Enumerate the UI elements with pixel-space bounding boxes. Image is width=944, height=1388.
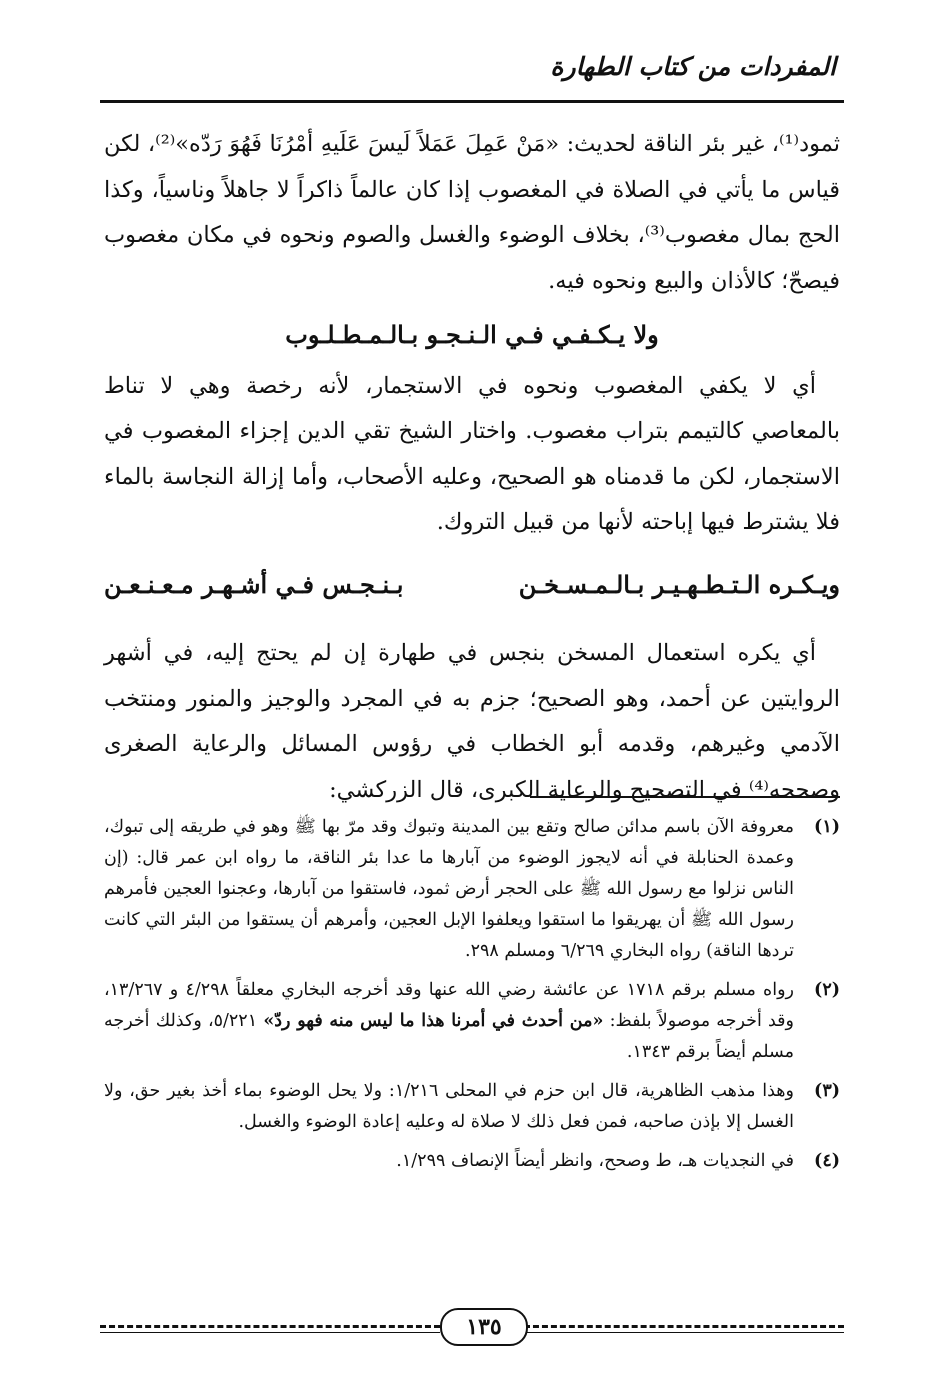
footnote-text: وهذا مذهب الظاهرية، قال ابن حزم في المحلى ١/٢١٦: ولا يحل الوضوء بماء أخذ بغير حق، ولا الغسل إلا بإذن صاحبه، فمن فعل ذلك لا صلاة له وعليه إعادة الوضوء والغسل. — [104, 1081, 794, 1132]
paragraph-2: أي لا يكفي المغصوب ونحوه في الاستجمار، لأنه رخصة وهي لا تناط بالمعاصي كالتيمم بتراب مغصوب. واختار الشيخ تقي الدين إجزاء المغصوب في الاستجمار، لكن ما قدمناه هو الصحيح، وعليه الأصحاب، وأما إزالة النجاسة بالماء فلا يشترط فيها إباحته لأنها من قبيل التروك. — [104, 372, 840, 535]
footnote-number: (٢) — [814, 980, 840, 1000]
footer-ornament-left — [100, 1325, 440, 1328]
footnote-1 — [104, 812, 840, 967]
footnote-text: في النجديات هـ، ط وصحح، وانظر أيضاً الإنصاف ١/٢٩٩. — [396, 1151, 794, 1171]
footnote-text-part-b: ٥/٢٢١، وكذلك أخرجه مسلم أيضاً برقم ١٣٤٣. — [104, 1011, 794, 1062]
paragraph-3: أي يكره استعمال المسخن بنجس في طهارة إن لم يحتج إليه، في أشهر الروايتين عن أحمد، وهو الصحيح؛ جزم به في المجرد والوجيز والمنور ومنتخب الآدمي وغيرهم، وقدمه أبو الخطاب في رؤوس المسائل والرعاية الصغرى وصححه⁽⁴⁾ في التصحيح والرعاية الكبرى، قال الزركشي: — [104, 640, 840, 803]
footer-ornament-right — [524, 1325, 844, 1328]
footnote-text-part-a: رواه مسلم برقم ١٧١٨ عن عائشة رضي الله عنها وقد أخرجه البخاري معلقاً ٤/٢٩٨ و ١٣/٢٦٧، وقد أخرجه موصولاً بلفظ: — [104, 980, 794, 1031]
verse-hemistich-left: بـنـجـس فـي أشـهـر مـعـنـعـن — [104, 569, 404, 599]
verse-hemistich-right: ويـكـره الـتـطـهـيـر بـالـمـسـخـن — [518, 569, 840, 599]
hadith-quote: «من أحدث في أمرنا هذا ما ليس منه فهو ردّ» — [263, 1011, 604, 1031]
main-text — [104, 122, 840, 813]
header-rule — [100, 100, 844, 103]
footnote-separator — [530, 796, 840, 798]
footnote-text — [104, 975, 794, 1068]
page-number: ١٣٥ — [440, 1308, 528, 1346]
footer-line-left — [100, 1332, 440, 1333]
footer-line-right — [524, 1332, 844, 1333]
footnote-number: (٣) — [814, 1081, 840, 1101]
footnote-number: (١) — [814, 817, 840, 837]
page-footer — [100, 1308, 844, 1344]
footnote-number: (٤) — [814, 1151, 840, 1171]
verse-heading-2 — [104, 562, 840, 608]
footnote-4 — [104, 1146, 840, 1177]
footnote-2 — [104, 975, 840, 1068]
running-header: المفردات من كتاب الطهارة — [550, 52, 836, 81]
paragraph-1: ثمود⁽¹⁾، غير بئر الناقة لحديث: «مَنْ عَمِلَ عَمَلاً لَيسَ عَلَيهِ أمْرُنَا فَهُوَ رَدّه»⁽²⁾، لكن قياس ما يأتي في الصلاة في المغصوب إذا كان عالماً ذاكراً لا جاهلاً وناسياً، وكذا الحج بمال مغصوب⁽³⁾، بخلاف الوضوء والغسل والصوم ونحوه في مكان مغصوب فيصحّ؛ كالأذان والبيع ونحوه فيه. — [104, 131, 840, 294]
verse-heading-1: ولا يـكـفـي فـي الـنـجـو بـالـمـطـلـوب — [285, 320, 659, 349]
footnote-3 — [104, 1076, 840, 1138]
footnotes — [104, 812, 840, 1185]
footnote-text: معروفة الآن باسم مدائن صالح وتقع بين المدينة وتبوك وقد مرّ بها ﷺ وهو في طريقه إلى تبوك، وعمدة الحنابلة في أنه لايجوز الوضوء من آبارها ما عدا بئر الناقة، ما رواه ابن عمر قال: (إن الناس نزلوا مع رسول الله ﷺ على الحجر أرض ثمود، فاستقوا من آبارها، وعجنوا العجين فأمرهم رسول الله ﷺ أن يهريقوا ما استقوا ويعلفوا الإبل العجين، وأمرهم أن يستقوا من البئر التي كانت تردها الناقة) رواه البخاري ٦/٢٦٩ ومسلم ٢٩٨. — [104, 817, 794, 961]
